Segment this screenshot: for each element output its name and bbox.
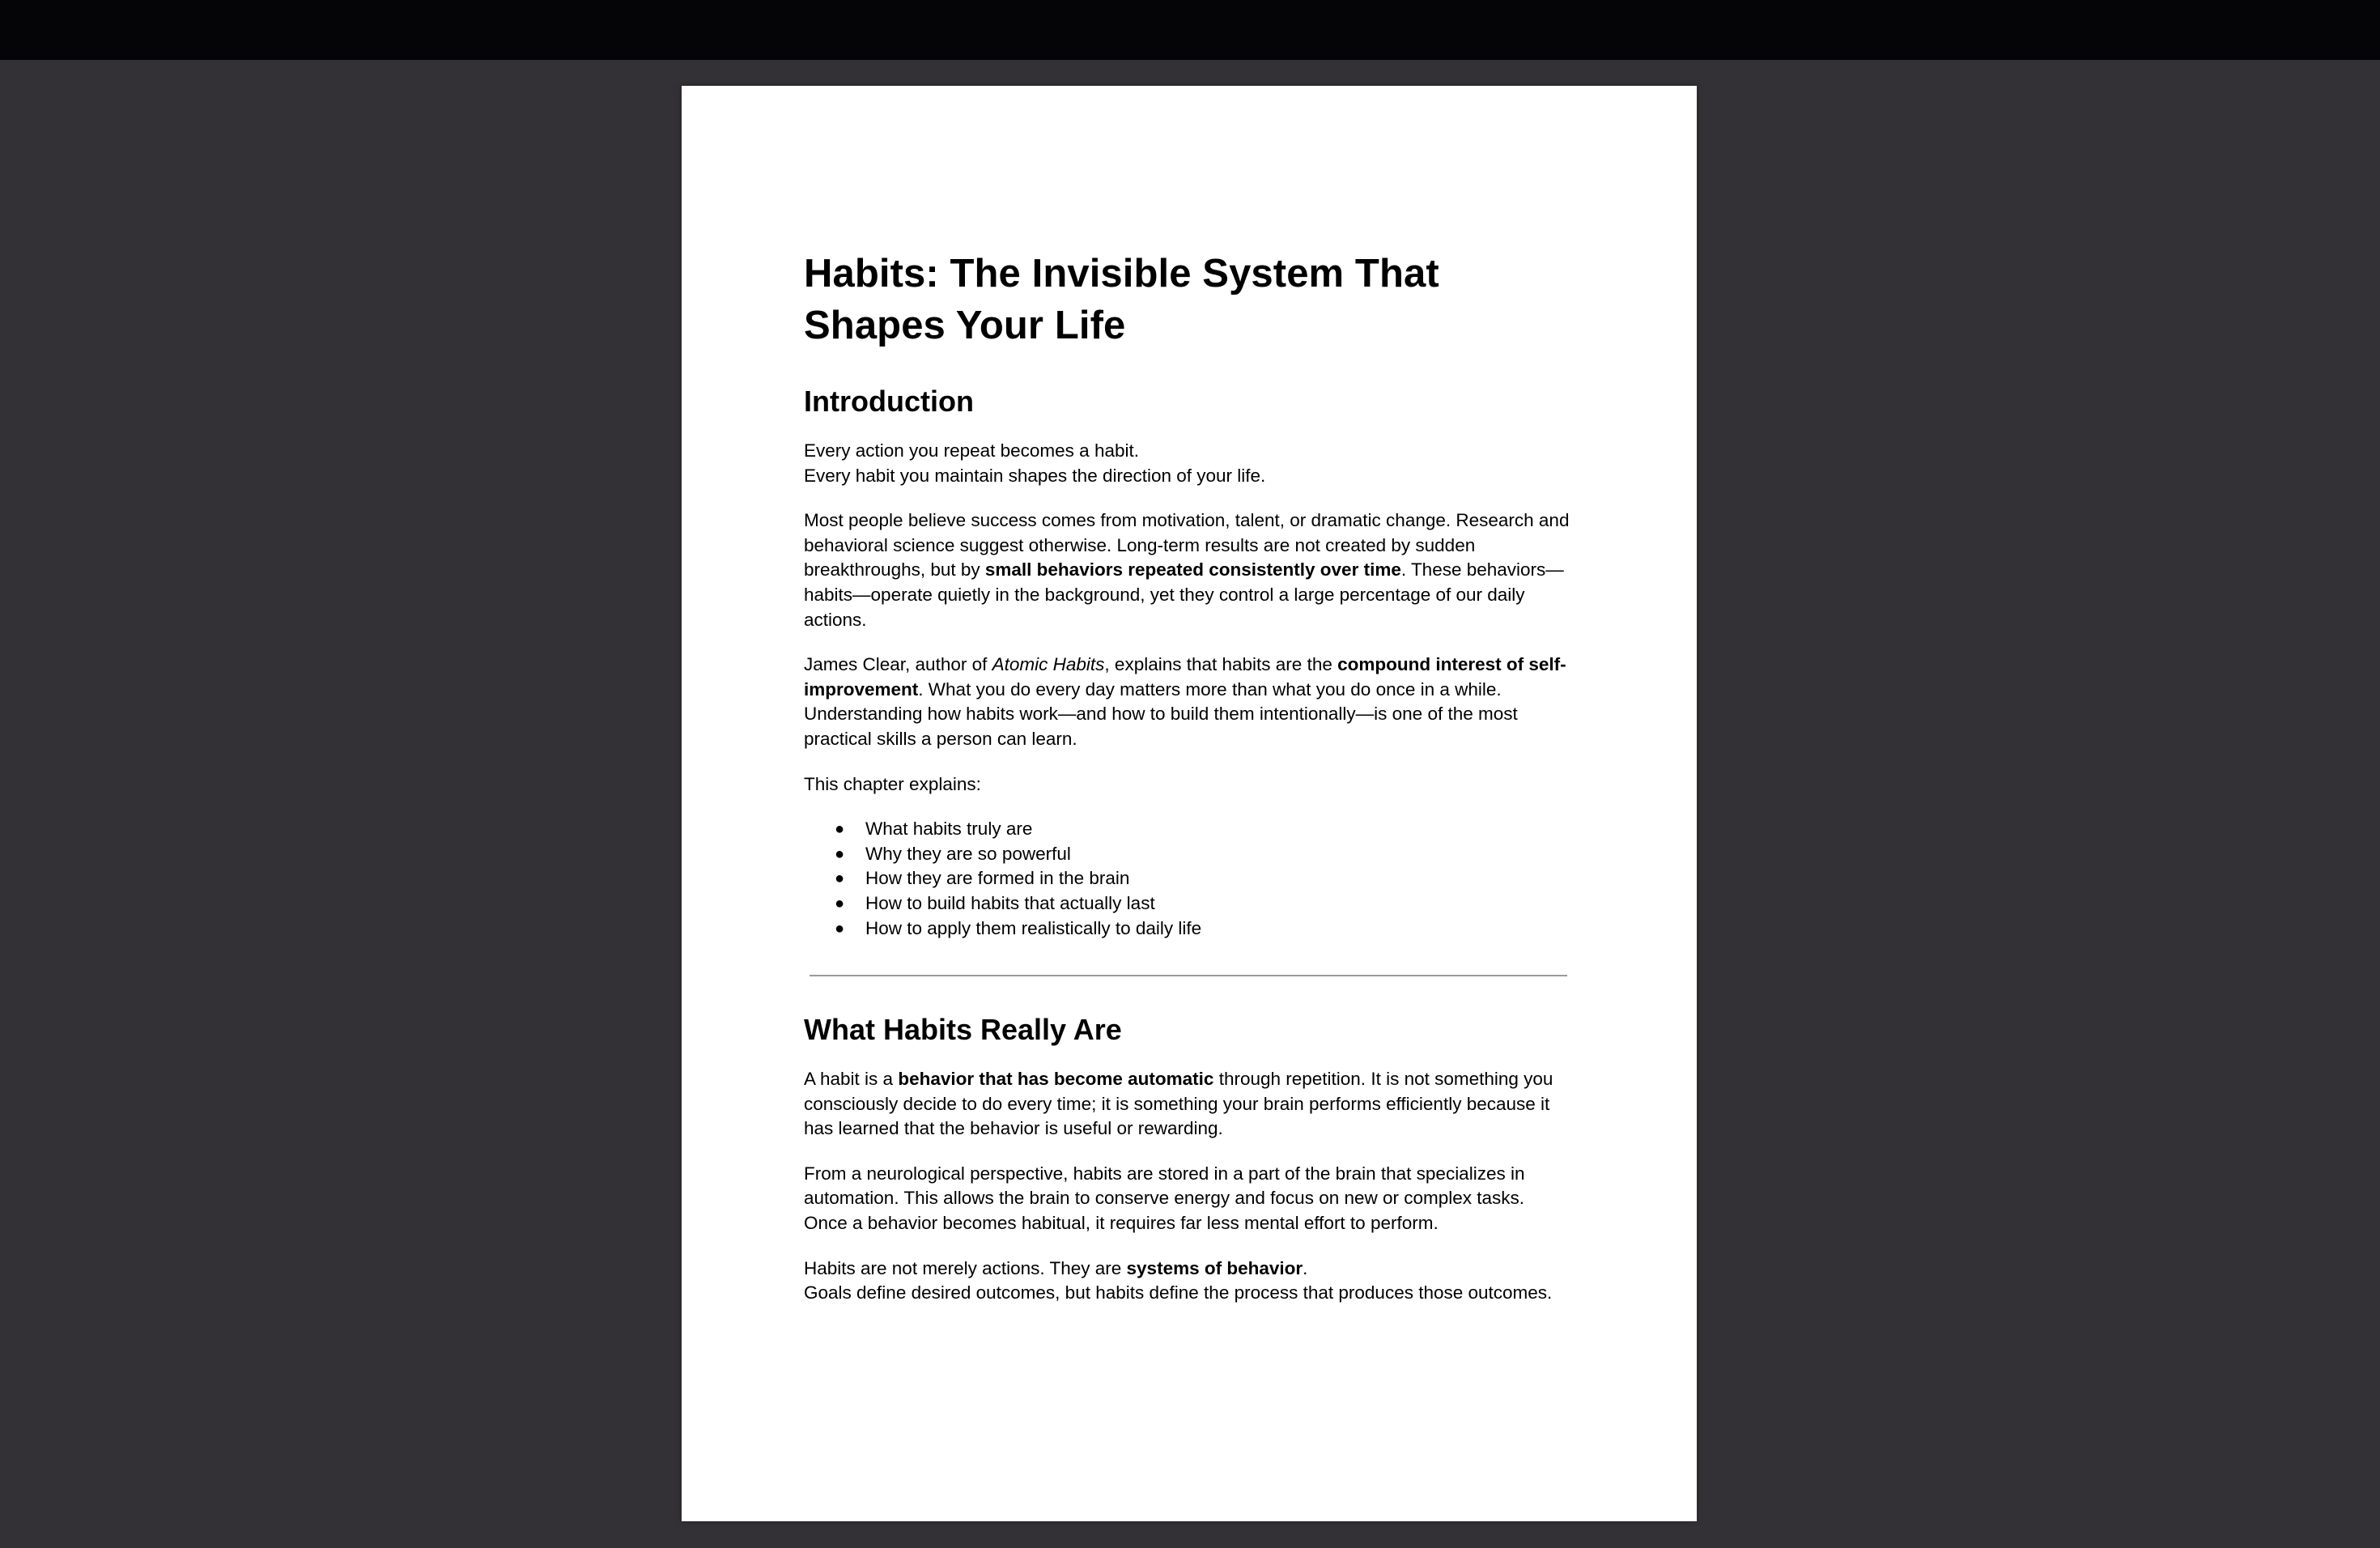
list-item: ● How they are formed in the brain [804, 866, 1573, 891]
section-heading: What Habits Really Are [804, 1013, 1122, 1047]
s2-p3-bold: systems of behavior [1126, 1257, 1303, 1278]
intro-paragraph-3 [804, 653, 1573, 751]
top-toolbar [0, 0, 2380, 60]
intro-paragraph-4: This chapter explains: [804, 773, 981, 794]
intro-p1-line2: Every habit you maintain shapes the direction of your life. [804, 465, 1266, 486]
section-paragraph-2: From a neurological perspective, habits are stored in a part of the brain that specializes in automation. This allows the brain to conserve energy and focus on new or complex tasks. Once a behavior becomes habitual, it requires far less mental effort to perform. [804, 1163, 1525, 1234]
list-item: ● Why they are so powerful [804, 842, 1573, 867]
chapter-topics-list [804, 817, 1573, 941]
intro-p2-text: Most people believe success comes from motivation, talent, or dramatic change. Research and behavioral science suggest otherwise. Long-term results are not created by sudden breakthroughs, but by [804, 510, 1570, 580]
intro-p2-text-end: . These behaviors—habits—operate quietly in the background, yet they control a large percentage of our daily actions. [804, 559, 1564, 630]
intro-p2-bold: small behaviors repeated consistently over time [984, 559, 1401, 580]
intro-heading: Introduction [804, 385, 974, 418]
intro-p3-text-mid: , explains that habits are the [1104, 654, 1338, 675]
intro-paragraph-1 [804, 439, 1573, 488]
s2-p3-text: Habits are not merely actions. They are [804, 1257, 1127, 1278]
section-paragraph-3 [804, 1257, 1573, 1306]
intro-paragraph-2 [804, 508, 1573, 632]
intro-p3-text: James Clear, author of [804, 654, 992, 675]
intro-p1-line1: Every action you repeat becomes a habit. [804, 440, 1139, 461]
list-item: ● How to build habits that actually last [804, 891, 1573, 916]
s2-p3-line2: Goals define desired outcomes, but habits define the process that produces those outcomes. [804, 1282, 1553, 1303]
book-title: Atomic Habits [992, 654, 1105, 675]
intro-p3-bold: compound interest of self-improvement [804, 654, 1566, 700]
document-title: Habits: The Invisible System That Shapes Your Life [804, 252, 1439, 347]
s2-p3-text-end: . [1303, 1257, 1308, 1278]
page-content [804, 248, 1573, 1326]
document-page [682, 86, 1697, 1521]
list-item: ● What habits truly are [804, 817, 1573, 842]
s2-p1-text-end: through repetition. It is not something you consciously decide to do every time; it is something your brain performs efficiently because it has learned that the behavior is useful or rewarding. [804, 1069, 1553, 1139]
intro-p3-text-end: . What you do every day matters more than what you do once in a while. Understanding how habits work—and how to build them intentionally—is one of the most practical skills a person can learn. [804, 678, 1518, 749]
section-divider [810, 975, 1567, 976]
section-paragraph-1 [804, 1067, 1573, 1142]
s2-p1-text: A habit is a [804, 1069, 899, 1090]
list-item: ● How to apply them realistically to daily life [804, 916, 1573, 942]
s2-p1-bold: behavior that has become automatic [898, 1069, 1214, 1090]
